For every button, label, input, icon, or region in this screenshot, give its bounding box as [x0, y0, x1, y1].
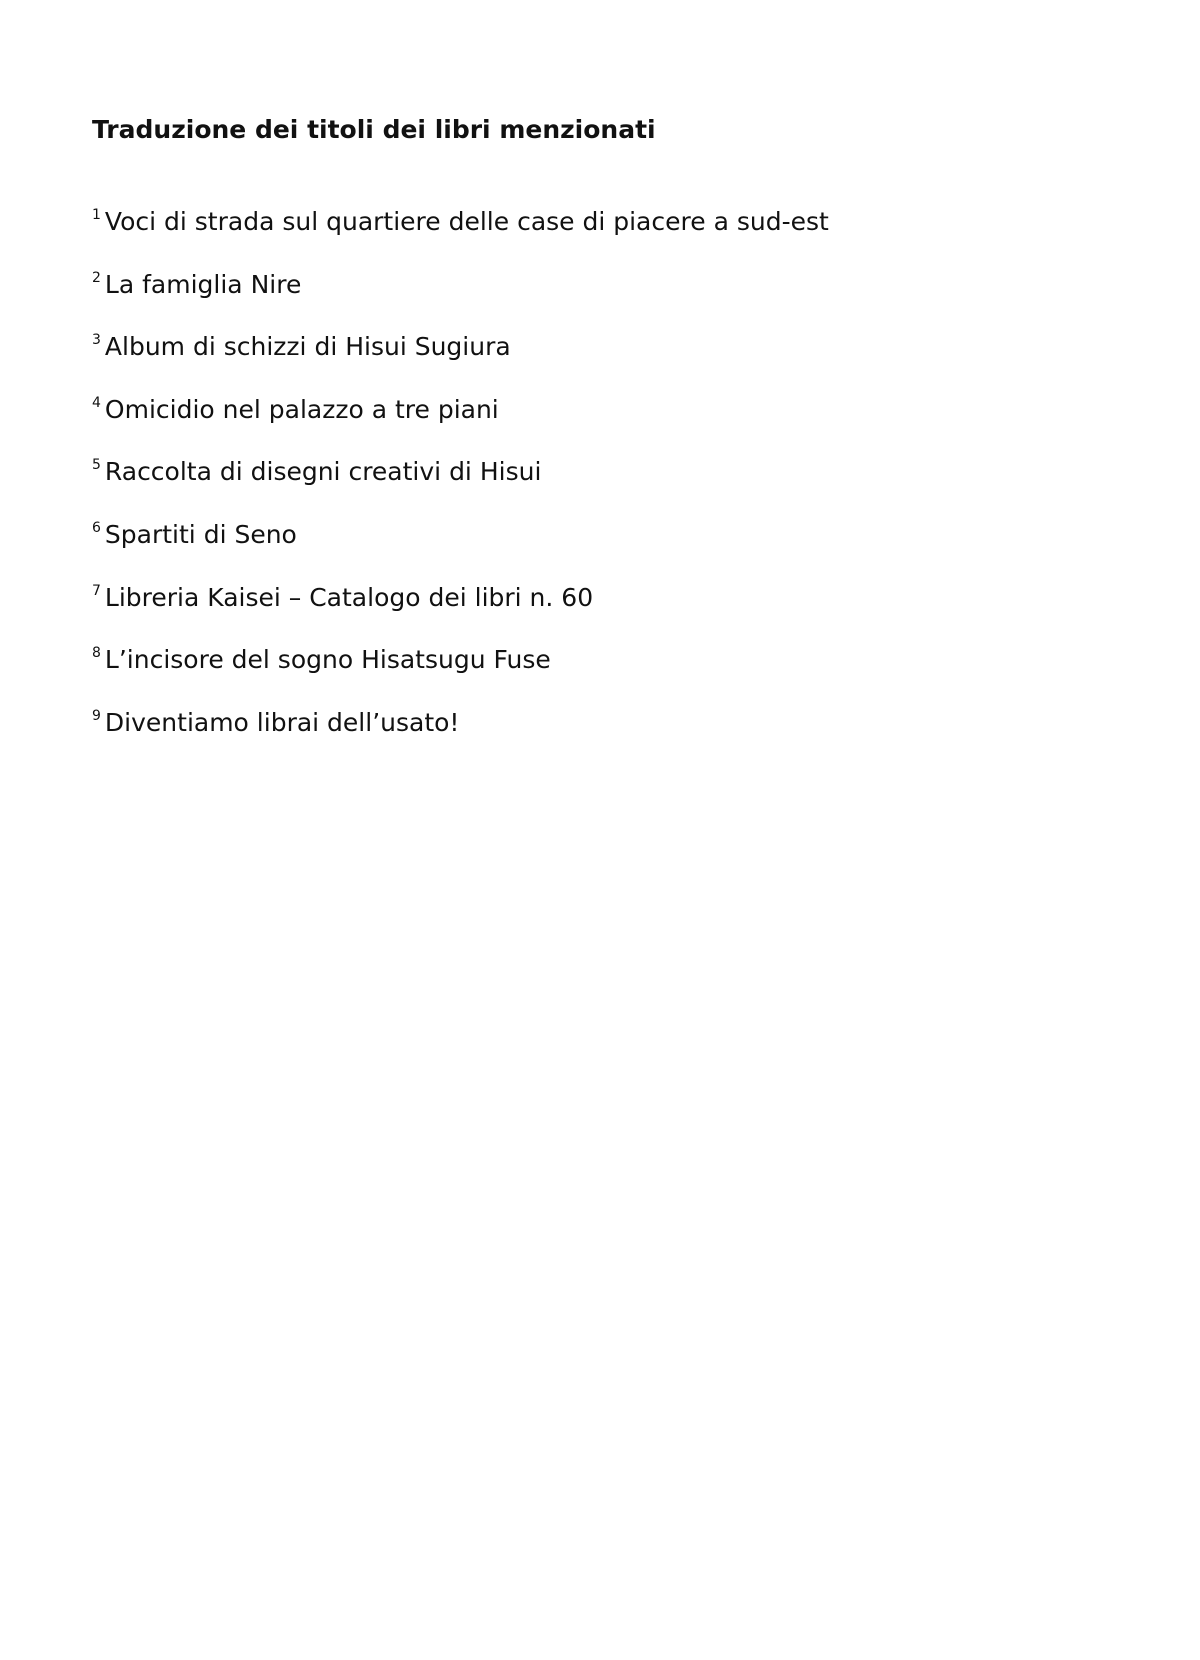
book-title: Raccolta di disegni creativi di Hisui: [104, 457, 542, 487]
book-title: Voci di strada sul quartiere delle case di piacere a sud-est: [104, 207, 829, 236]
footnote-number: 1: [92, 207, 101, 223]
book-title-list: [92, 203, 829, 766]
footnote-number: 5: [92, 457, 101, 474]
book-title: Libreria Kaisei – Catalogo dei libri n. 60: [104, 582, 594, 612]
book-title: Omicidio nel palazzo a tre piani: [104, 394, 499, 424]
book-title: Album di schizzi di Hisui Sugiura: [104, 332, 511, 362]
footnote-number: 6: [92, 519, 101, 536]
list-item: [92, 579, 829, 642]
book-title: L’incisore del sogno Hisatsugu Fuse: [104, 645, 551, 675]
footnote-number: 2: [92, 269, 101, 286]
list-item: [92, 704, 829, 767]
list-item: [92, 391, 829, 454]
list-item: [92, 641, 829, 704]
list-item: [92, 453, 829, 516]
footnote-number: 4: [92, 394, 101, 411]
footnote-number: 7: [92, 582, 101, 599]
footnote-number: 8: [92, 645, 101, 662]
list-item: [92, 328, 829, 391]
footnote-number: 3: [92, 332, 101, 349]
list-item: [92, 266, 829, 329]
list-item: [92, 203, 829, 266]
page-title: Traduzione dei titoli dei libri menzionati: [92, 115, 656, 144]
list-item: [92, 516, 829, 579]
footnote-number: 9: [92, 707, 101, 724]
book-title: Diventiamo librai dell’usato!: [104, 707, 460, 737]
book-title: Spartiti di Seno: [104, 519, 297, 549]
book-title: La famiglia Nire: [104, 269, 302, 299]
